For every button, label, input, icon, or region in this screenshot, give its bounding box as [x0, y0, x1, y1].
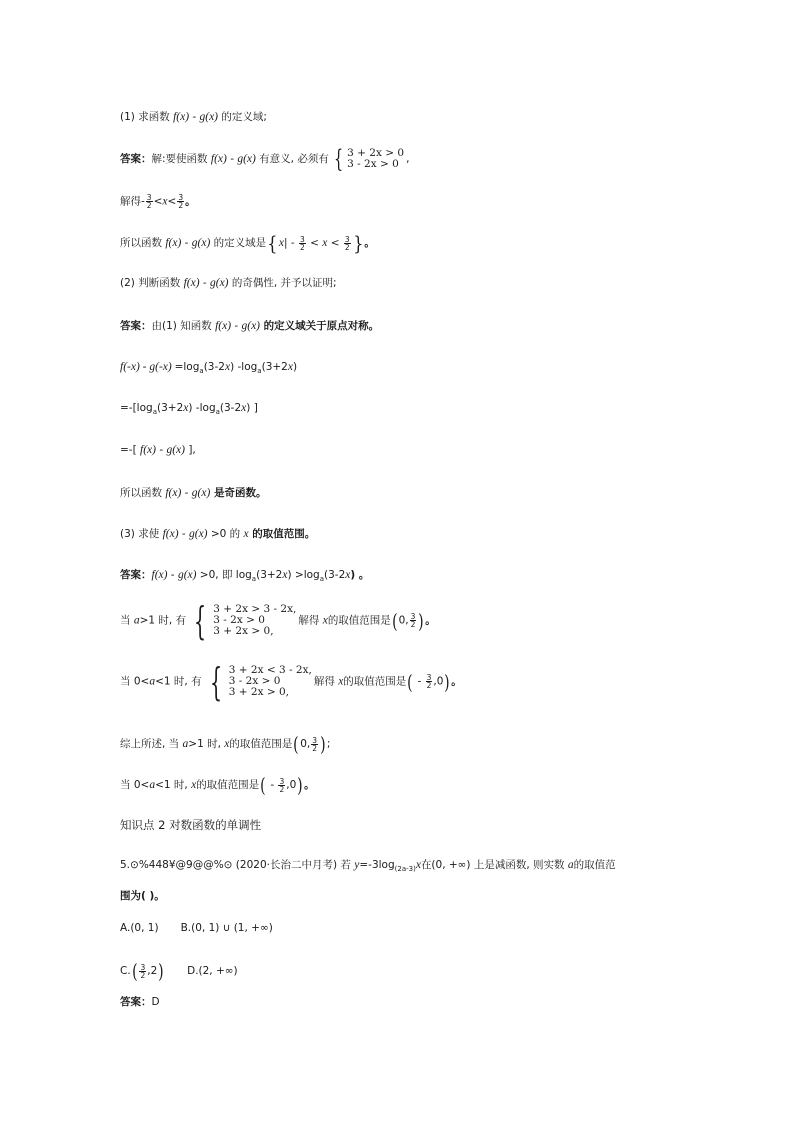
answer-3: 答案：f(x) - g(x) >0, 即 $\log_a(3+2x) >\log_a(3-2x)$ 。 — [120, 569, 370, 583]
answer-2: 答案：由(1) 知函数 f(x) - g(x) 的定义域关于原点对称。 — [120, 320, 380, 332]
fraction: $\frac{3}{2}$ — [279, 776, 285, 794]
option-d: D.(2, +∞) — [187, 965, 238, 977]
question-2: (2) 判断函数 f(x) - g(x) 的奇偶性, 并予以证明; — [120, 277, 337, 289]
equation-line-2: $=-[\log_a(3+2x)$ $-\log_a(3-2x)$ ] — [120, 402, 258, 416]
fraction: $\frac{3}{2}$ — [178, 193, 184, 210]
option-c: C.( $\frac{3}{2}$ ,2) — [120, 959, 164, 983]
fraction: $\frac{3}{2}$ — [146, 193, 152, 210]
equation-line-1: $f(-x) - g(-x) =\log_a(3-2x)$ $-\log_a(3+2x)$ — [120, 361, 298, 375]
section-heading: 知识点 2 对数函数的单调性 — [120, 818, 262, 832]
answer-5: 答案：D — [120, 996, 160, 1008]
fraction: $\frac{3}{2}$ — [426, 673, 432, 690]
question-1: (1) 求函数 f(x) - g(x) 的定义域; — [120, 111, 267, 123]
inequality-system: { 3 + 2x > 0 3 - 2x > 0 — [333, 145, 405, 173]
fraction: $\frac{3}{2}$ — [344, 234, 350, 252]
domain-line: 所以函数 f(x) - g(x) 的定义域是{x| - $\frac{3}{2}$ < x < $\frac{3}{2}$ }。 — [120, 231, 375, 255]
solve-line: 解得- $\frac{3}{2}$ <x< $\frac{3}{2}$ 。 — [120, 193, 196, 210]
fraction: $\frac{3}{2}$ — [140, 962, 146, 980]
case-a-between-0-1: 当 0<a<1 时, 有 { 3 + 2x < 3 - 2x, 3 - 2x > 0 3 + 2x > 0, 解得 x的取值范围是( - $\frac{3}{2}$ ,0)。 — [120, 659, 462, 704]
inequality-system: { 3 + 2x < 3 - 2x, 3 - 2x > 0 3 + 2x > 0, — [209, 659, 312, 704]
equation-line-3: =-[ f(x) - g(x) ], — [120, 444, 196, 456]
odd-function-line: 所以函数 f(x) - g(x) 是奇函数。 — [120, 487, 267, 499]
question-3: (3) 求使 f(x) - g(x) >0 的 x 的取值范围。 — [120, 528, 316, 540]
question-5-continued: 围为( )。 — [120, 890, 165, 902]
summary-line-1: 综上所述, 当 a>1 时, x的取值范围是(0, $\frac{3}{2}$ ); — [120, 732, 331, 756]
options-row-2 — [120, 961, 238, 981]
inequality-system: { 3 + 2x > 3 - 2x, 3 - 2x > 0 3 + 2x > 0, — [194, 598, 297, 643]
option-a: A.(0, 1) — [120, 922, 159, 934]
summary-line-2: 当 0<a<1 时, x的取值范围是( - $\frac{3}{2}$ ,0)。 — [120, 773, 315, 797]
case-a-greater-1: 当 a>1 时, 有 { 3 + 2x > 3 - 2x, 3 - 2x > 0 3 + 2x > 0, 解得 x的取值范围是(0, $\frac{3}{2}$ )。 — [120, 598, 436, 643]
fraction: $\frac{3}{2}$ — [312, 735, 317, 753]
fraction: $\frac{3}{2}$ — [410, 612, 416, 629]
fraction: $\frac{3}{2}$ — [300, 234, 305, 252]
answer-1: 答案：解:要使函数 f(x) - g(x) 有意义, 必须有 { 3 + 2x > 0 3 - 2x > 0 , — [120, 145, 410, 173]
option-b: B.(0, 1) ∪ (1, +∞) — [180, 922, 273, 934]
options-row-1 — [120, 921, 273, 935]
question-5: 5.⊙%448¥@9@@%⊙ (2020·长治二中月考) 若 $y=-3\log_{(2a-3)}x$在(0, +∞) 上是减函数, 则实数 a的取值范 — [120, 859, 616, 873]
